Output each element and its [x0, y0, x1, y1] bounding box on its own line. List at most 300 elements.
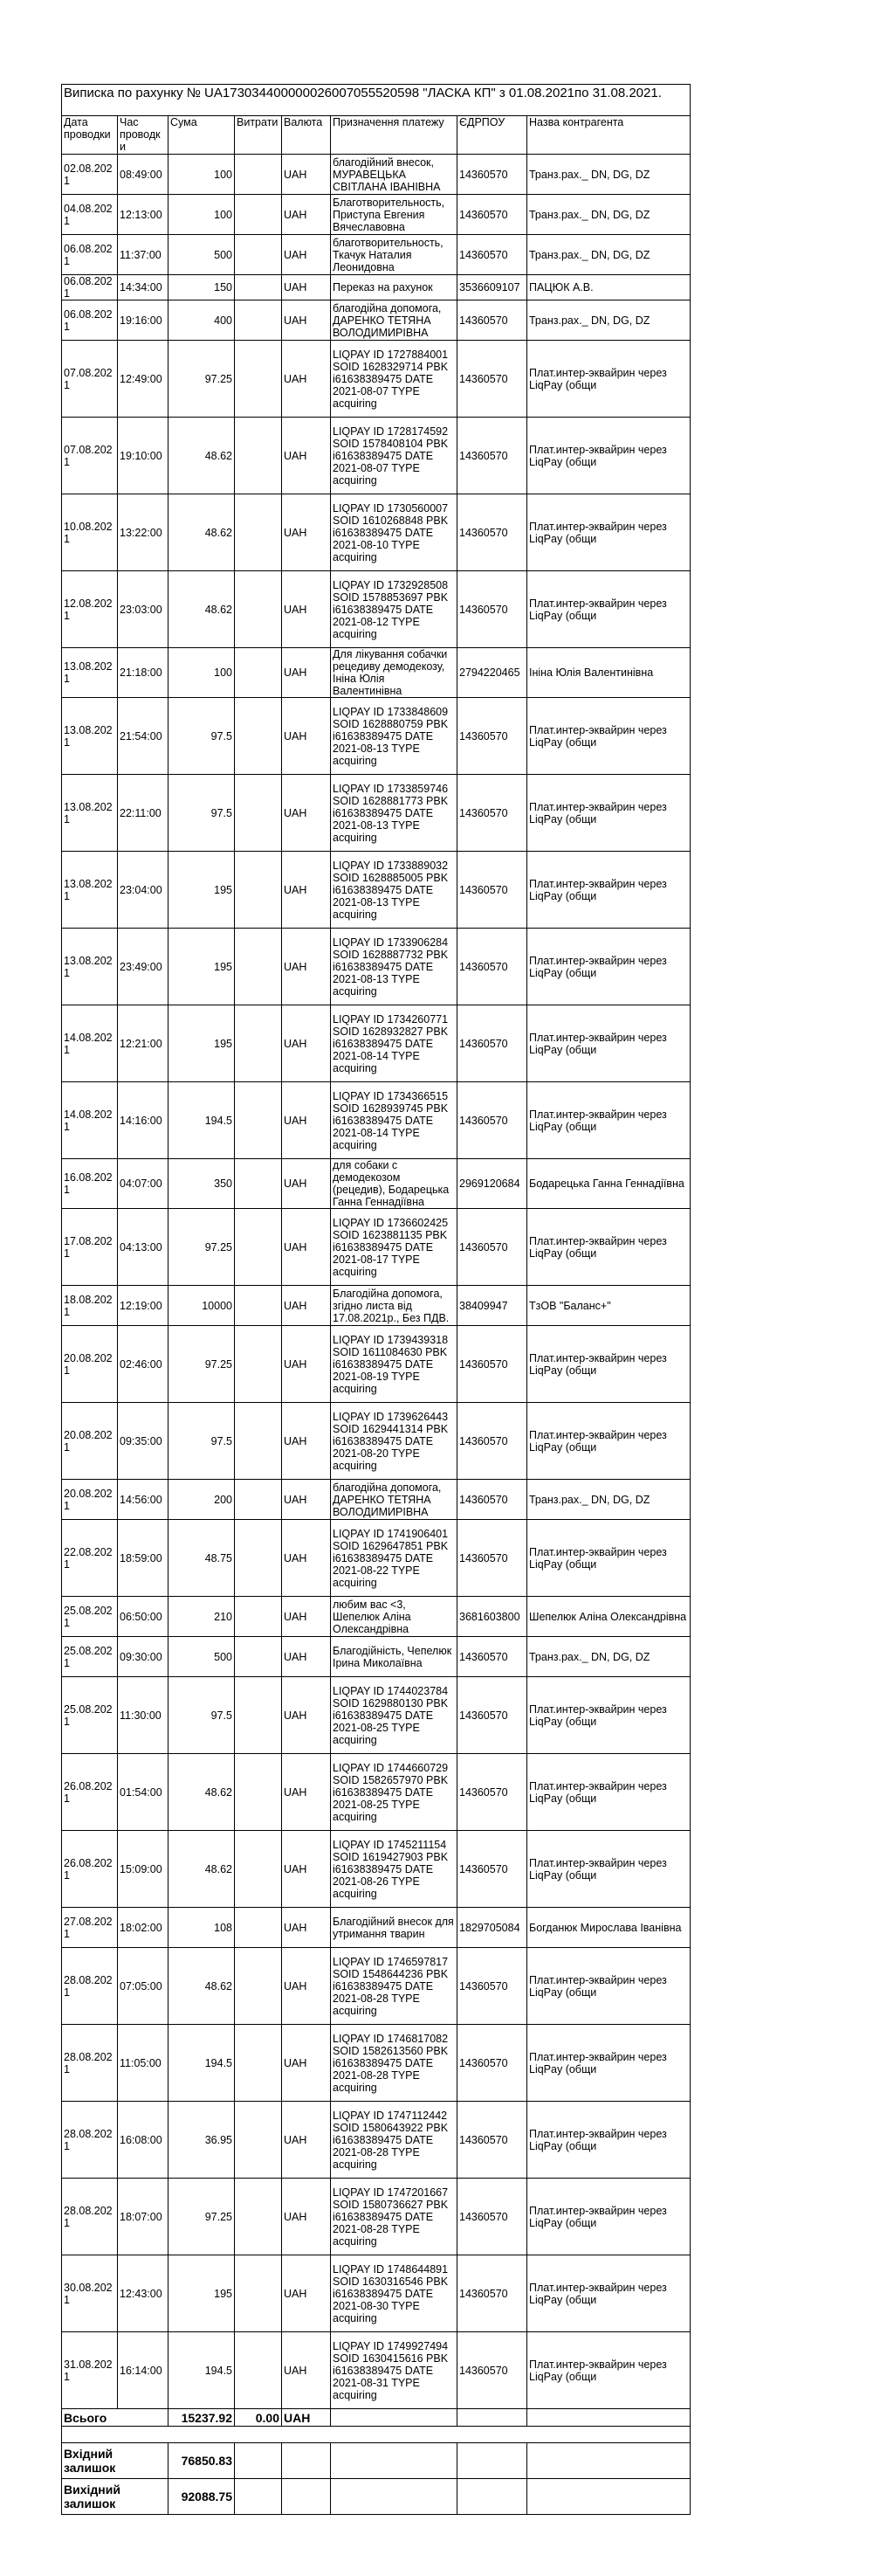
cell-purpose: LIQPAY ID 1744023784 SOID 1629880130 PBK i61638389475 DATE 2021-08-25 TYPE acquiring — [331, 1677, 457, 1754]
cell-purpose: LIQPAY ID 1732928508 SOID 1578853697 PBK i61638389475 DATE 2021-08-12 TYPE acquiring — [331, 571, 457, 648]
cell-currency: UAH — [282, 1082, 331, 1159]
cell-purpose: LIQPAY ID 1733889032 SOID 1628885005 PBK i61638389475 DATE 2021-08-13 TYPE acquiring — [331, 852, 457, 929]
table-row — [62, 235, 691, 275]
cell-expenses — [235, 1597, 282, 1637]
cell-time: 09:30:00 — [118, 1637, 168, 1677]
cell-amount: 48.75 — [168, 1520, 235, 1597]
cell-currency: UAH — [282, 1286, 331, 1326]
table-row — [62, 494, 691, 571]
cell-time: 21:54:00 — [118, 698, 168, 775]
cell-amount: 48.62 — [168, 1754, 235, 1831]
cell-edrpou: 14360570 — [457, 775, 527, 852]
cell-amount: 150 — [168, 275, 235, 300]
cell-expenses — [235, 852, 282, 929]
cell-amount: 36.95 — [168, 2102, 235, 2179]
cell-currency: UAH — [282, 1597, 331, 1637]
cell-time: 15:09:00 — [118, 1831, 168, 1908]
cell-amount: 350 — [168, 1159, 235, 1209]
cell-purpose: LIQPAY ID 1749927494 SOID 1630415616 PBK i61638389475 DATE 2021-08-31 TYPE acquiring — [331, 2332, 457, 2409]
cell-counterparty: Плат.интер-эквайрин через LiqPay (общи — [527, 1082, 691, 1159]
cell-amount: 194.5 — [168, 2332, 235, 2409]
cell-currency: UAH — [282, 648, 331, 698]
cell-amount: 97.25 — [168, 2179, 235, 2255]
cell-purpose: для собаки с демодекозом (рецедив), Бодарецька Ганна Геннадіївна — [331, 1159, 457, 1209]
cell-edrpou: 14360570 — [457, 1005, 527, 1082]
cell-amount: 108 — [168, 1908, 235, 1948]
cell-edrpou: 14360570 — [457, 1754, 527, 1831]
table-row — [62, 775, 691, 852]
cell-currency: UAH — [282, 2255, 331, 2332]
cell-expenses — [235, 275, 282, 300]
cell-purpose: LIQPAY ID 1733906284 SOID 1628887732 PBK i61638389475 DATE 2021-08-13 TYPE acquiring — [331, 929, 457, 1005]
table-row — [62, 2102, 691, 2179]
cell-counterparty: Плат.интер-эквайрин через LiqPay (общи — [527, 2332, 691, 2409]
cell-expenses — [235, 1403, 282, 1480]
header-expenses: Витрати — [235, 116, 282, 155]
cell-edrpou: 14360570 — [457, 2255, 527, 2332]
cell-expenses — [235, 1520, 282, 1597]
cell-expenses — [235, 1209, 282, 1286]
cell-edrpou: 14360570 — [457, 235, 527, 275]
cell-edrpou: 2969120684 — [457, 1159, 527, 1209]
cell-counterparty: Плат.интер-эквайрин через LiqPay (общи — [527, 852, 691, 929]
table-row — [62, 2025, 691, 2102]
cell-purpose: LIQPAY ID 1734260771 SOID 1628932827 PBK i61638389475 DATE 2021-08-14 TYPE acquiring — [331, 1005, 457, 1082]
cell-currency: UAH — [282, 1520, 331, 1597]
table-row — [62, 2255, 691, 2332]
cell-date: 14.08.2021 — [62, 1082, 118, 1159]
cell-counterparty: Плат.интер-эквайрин через LiqPay (общи — [527, 2102, 691, 2179]
cell-purpose: Благодійний внесок для утримання тварин — [331, 1908, 457, 1948]
cell-expenses — [235, 1005, 282, 1082]
table-row — [62, 2179, 691, 2255]
cell-amount: 195 — [168, 2255, 235, 2332]
cell-edrpou: 1829705084 — [457, 1908, 527, 1948]
cell-expenses — [235, 1286, 282, 1326]
cell-counterparty: Плат.интер-эквайрин через LiqPay (общи — [527, 2255, 691, 2332]
cell-purpose: LIQPAY ID 1748644891 SOID 1630316546 PBK i61638389475 DATE 2021-08-30 TYPE acquiring — [331, 2255, 457, 2332]
cell-edrpou: 14360570 — [457, 1831, 527, 1908]
cell-purpose: благодійний внесок, МУРАВЕЦЬКА СВІТЛАНА ІВАНІВНА — [331, 155, 457, 195]
cell-time: 23:03:00 — [118, 571, 168, 648]
cell-amount: 48.62 — [168, 1948, 235, 2025]
cell-amount: 10000 — [168, 1286, 235, 1326]
cell-currency: UAH — [282, 2179, 331, 2255]
table-row — [62, 418, 691, 494]
cell-expenses — [235, 2332, 282, 2409]
cell-date: 28.08.2021 — [62, 2179, 118, 2255]
cell-expenses — [235, 2179, 282, 2255]
cell-expenses — [235, 1326, 282, 1403]
cell-currency: UAH — [282, 2102, 331, 2179]
table-row — [62, 1754, 691, 1831]
cell-date: 07.08.2021 — [62, 341, 118, 418]
cell-expenses — [235, 341, 282, 418]
cell-time: 11:30:00 — [118, 1677, 168, 1754]
cell-purpose: LIQPAY ID 1745211154 SOID 1619427903 PBK i61638389475 DATE 2021-08-26 TYPE acquiring — [331, 1831, 457, 1908]
cell-currency: UAH — [282, 275, 331, 300]
total-row — [62, 2409, 691, 2427]
cell-time: 12:49:00 — [118, 341, 168, 418]
cell-purpose: благотворительность, Ткачук Наталия Леонидовна — [331, 235, 457, 275]
cell-date: 27.08.2021 — [62, 1908, 118, 1948]
cell-counterparty: Ініна Юлія Валентинівна — [527, 648, 691, 698]
cell-expenses — [235, 1637, 282, 1677]
table-row — [62, 1948, 691, 2025]
cell-date: 12.08.2021 — [62, 571, 118, 648]
cell-purpose: LIQPAY ID 1746597817 SOID 1548644236 PBK i61638389475 DATE 2021-08-28 TYPE acquiring — [331, 1948, 457, 2025]
table-row — [62, 698, 691, 775]
cell-purpose: LIQPAY ID 1741906401 SOID 1629647851 PBK i61638389475 DATE 2021-08-22 TYPE acquiring — [331, 1520, 457, 1597]
cell-counterparty: Плат.интер-эквайрин через LiqPay (общи — [527, 1005, 691, 1082]
table-row — [62, 1159, 691, 1209]
cell-time: 18:02:00 — [118, 1908, 168, 1948]
cell-counterparty: Плат.интер-эквайрин через LiqPay (общи — [527, 571, 691, 648]
table-row — [62, 275, 691, 300]
cell-amount: 500 — [168, 235, 235, 275]
cell-purpose: LIQPAY ID 1747112442 SOID 1580643922 PBK i61638389475 DATE 2021-08-28 TYPE acquiring — [331, 2102, 457, 2179]
cell-date: 13.08.2021 — [62, 648, 118, 698]
cell-edrpou: 3681603800 — [457, 1597, 527, 1637]
opening-balance-row — [62, 2443, 691, 2479]
cell-time: 06:50:00 — [118, 1597, 168, 1637]
cell-currency: UAH — [282, 852, 331, 929]
cell-date: 10.08.2021 — [62, 494, 118, 571]
cell-amount: 97.5 — [168, 1677, 235, 1754]
cell-currency: UAH — [282, 775, 331, 852]
cell-currency: UAH — [282, 1908, 331, 1948]
cell-date: 17.08.2021 — [62, 1209, 118, 1286]
cell-date: 20.08.2021 — [62, 1480, 118, 1520]
cell-counterparty: Плат.интер-эквайрин через LiqPay (общи — [527, 1677, 691, 1754]
cell-counterparty: Транз.рах._ DN, DG, DZ — [527, 1637, 691, 1677]
cell-time: 01:54:00 — [118, 1754, 168, 1831]
cell-counterparty: Плат.интер-эквайрин через LiqPay (общи — [527, 1520, 691, 1597]
cell-currency: UAH — [282, 571, 331, 648]
table-row — [62, 1326, 691, 1403]
cell-time: 14:56:00 — [118, 1480, 168, 1520]
cell-date: 25.08.2021 — [62, 1597, 118, 1637]
cell-amount: 210 — [168, 1597, 235, 1637]
cell-currency: UAH — [282, 1209, 331, 1286]
cell-amount: 100 — [168, 155, 235, 195]
table-row — [62, 1520, 691, 1597]
table-row — [62, 1286, 691, 1326]
cell-purpose: LIQPAY ID 1746817082 SOID 1582613560 PBK i61638389475 DATE 2021-08-28 TYPE acquiring — [331, 2025, 457, 2102]
cell-time: 08:49:00 — [118, 155, 168, 195]
table-row — [62, 1209, 691, 1286]
cell-expenses — [235, 494, 282, 571]
cell-amount: 48.62 — [168, 418, 235, 494]
cell-currency: UAH — [282, 1326, 331, 1403]
table-row — [62, 1677, 691, 1754]
table-row — [62, 929, 691, 1005]
cell-expenses — [235, 648, 282, 698]
cell-amount: 97.25 — [168, 341, 235, 418]
cell-expenses — [235, 1677, 282, 1754]
cell-date: 28.08.2021 — [62, 1948, 118, 2025]
cell-counterparty: Бодарецька Ганна Геннадіївна — [527, 1159, 691, 1209]
opening-balance-amount: 76850.83 — [168, 2443, 235, 2479]
cell-edrpou: 14360570 — [457, 571, 527, 648]
cell-date: 25.08.2021 — [62, 1637, 118, 1677]
cell-time: 11:37:00 — [118, 235, 168, 275]
cell-counterparty: Транз.рах._ DN, DG, DZ — [527, 195, 691, 235]
cell-date: 20.08.2021 — [62, 1326, 118, 1403]
cell-edrpou: 14360570 — [457, 494, 527, 571]
cell-edrpou: 38409947 — [457, 1286, 527, 1326]
header-time: Час проводки — [118, 116, 168, 155]
cell-counterparty: Плат.интер-эквайрин через LiqPay (общи — [527, 1326, 691, 1403]
cell-purpose: LIQPAY ID 1739626443 SOID 1629441314 PBK i61638389475 DATE 2021-08-20 TYPE acquiring — [331, 1403, 457, 1480]
cell-edrpou: 14360570 — [457, 418, 527, 494]
cell-purpose: LIQPAY ID 1744660729 SOID 1582657970 PBK i61638389475 DATE 2021-08-25 TYPE acquiring — [331, 1754, 457, 1831]
header-row — [62, 116, 691, 155]
cell-date: 18.08.2021 — [62, 1286, 118, 1326]
cell-currency: UAH — [282, 195, 331, 235]
cell-purpose: LIQPAY ID 1747201667 SOID 1580736627 PBK i61638389475 DATE 2021-08-28 TYPE acquiring — [331, 2179, 457, 2255]
cell-purpose: Переказ на рахунок — [331, 275, 457, 300]
header-date: Дата проводки — [62, 116, 118, 155]
cell-expenses — [235, 2255, 282, 2332]
total-amount: 15237.92 — [168, 2409, 235, 2427]
cell-amount: 200 — [168, 1480, 235, 1520]
cell-time: 18:59:00 — [118, 1520, 168, 1597]
table-row — [62, 648, 691, 698]
cell-currency: UAH — [282, 1637, 331, 1677]
cell-expenses — [235, 1159, 282, 1209]
cell-edrpou: 14360570 — [457, 698, 527, 775]
cell-currency: UAH — [282, 2025, 331, 2102]
cell-expenses — [235, 1908, 282, 1948]
cell-edrpou: 14360570 — [457, 1520, 527, 1597]
cell-date: 02.08.2021 — [62, 155, 118, 195]
cell-amount: 48.62 — [168, 494, 235, 571]
cell-expenses — [235, 1480, 282, 1520]
cell-date: 13.08.2021 — [62, 852, 118, 929]
cell-currency: UAH — [282, 2332, 331, 2409]
cell-expenses — [235, 1754, 282, 1831]
cell-time: 23:49:00 — [118, 929, 168, 1005]
cell-date: 06.08.2021 — [62, 300, 118, 341]
cell-amount: 195 — [168, 852, 235, 929]
cell-amount: 48.62 — [168, 1831, 235, 1908]
cell-currency: UAH — [282, 1831, 331, 1908]
cell-purpose: LIQPAY ID 1727884001 SOID 1628329714 PBK i61638389475 DATE 2021-08-07 TYPE acquiring — [331, 341, 457, 418]
cell-amount: 97.5 — [168, 1403, 235, 1480]
cell-time: 11:05:00 — [118, 2025, 168, 2102]
cell-edrpou: 14360570 — [457, 2179, 527, 2255]
header-currency: Валюта — [282, 116, 331, 155]
header-purpose: Призначення платежу — [331, 116, 457, 155]
cell-time: 16:14:00 — [118, 2332, 168, 2409]
cell-time: 12:19:00 — [118, 1286, 168, 1326]
cell-edrpou: 14360570 — [457, 1637, 527, 1677]
cell-edrpou: 14360570 — [457, 1480, 527, 1520]
cell-time: 04:13:00 — [118, 1209, 168, 1286]
cell-amount: 100 — [168, 648, 235, 698]
table-row — [62, 1082, 691, 1159]
cell-expenses — [235, 2025, 282, 2102]
cell-counterparty: Плат.интер-эквайрин через LiqPay (общи — [527, 341, 691, 418]
cell-purpose: LIQPAY ID 1739439318 SOID 1611084630 PBK i61638389475 DATE 2021-08-19 TYPE acquiring — [331, 1326, 457, 1403]
cell-date: 31.08.2021 — [62, 2332, 118, 2409]
cell-amount: 97.5 — [168, 775, 235, 852]
cell-time: 12:43:00 — [118, 2255, 168, 2332]
header-edrpou: ЄДРПОУ — [457, 116, 527, 155]
cell-amount: 400 — [168, 300, 235, 341]
cell-time: 12:13:00 — [118, 195, 168, 235]
cell-counterparty: Плат.интер-эквайрин через LiqPay (общи — [527, 1754, 691, 1831]
cell-purpose: LIQPAY ID 1733848609 SOID 1628880759 PBK i61638389475 DATE 2021-08-13 TYPE acquiring — [331, 698, 457, 775]
cell-date: 14.08.2021 — [62, 1005, 118, 1082]
cell-time: 21:18:00 — [118, 648, 168, 698]
cell-counterparty: Плат.интер-эквайрин через LiqPay (общи — [527, 2025, 691, 2102]
cell-counterparty: Плат.интер-эквайрин через LiqPay (общи — [527, 775, 691, 852]
cell-expenses — [235, 2102, 282, 2179]
cell-time: 07:05:00 — [118, 1948, 168, 2025]
cell-date: 06.08.2021 — [62, 275, 118, 300]
cell-time: 18:07:00 — [118, 2179, 168, 2255]
cell-currency: UAH — [282, 698, 331, 775]
cell-date: 07.08.2021 — [62, 418, 118, 494]
cell-currency: UAH — [282, 1677, 331, 1754]
table-row — [62, 1908, 691, 1948]
table-row — [62, 155, 691, 195]
cell-edrpou: 14360570 — [457, 195, 527, 235]
cell-currency: UAH — [282, 1480, 331, 1520]
cell-purpose: Благодійна допомога, згідно листа від 17.08.2021р., Без ПДВ. — [331, 1286, 457, 1326]
cell-expenses — [235, 775, 282, 852]
cell-date: 30.08.2021 — [62, 2255, 118, 2332]
cell-time: 14:34:00 — [118, 275, 168, 300]
cell-amount: 100 — [168, 195, 235, 235]
cell-time: 09:35:00 — [118, 1403, 168, 1480]
cell-expenses — [235, 155, 282, 195]
cell-purpose: Благотворительность, Приступа Евгения Вячеславовна — [331, 195, 457, 235]
cell-amount: 195 — [168, 929, 235, 1005]
cell-edrpou: 14360570 — [457, 1677, 527, 1754]
cell-currency: UAH — [282, 1005, 331, 1082]
table-row — [62, 195, 691, 235]
cell-counterparty: Плат.интер-эквайрин через LiqPay (общи — [527, 1403, 691, 1480]
cell-time: 16:08:00 — [118, 2102, 168, 2179]
closing-balance-label: Вихідний залишок — [62, 2479, 168, 2515]
statement-table — [61, 84, 691, 2515]
cell-amount: 194.5 — [168, 2025, 235, 2102]
cell-counterparty: Транз.рах._ DN, DG, DZ — [527, 1480, 691, 1520]
cell-purpose: LIQPAY ID 1734366515 SOID 1628939745 PBK i61638389475 DATE 2021-08-14 TYPE acquiring — [331, 1082, 457, 1159]
cell-time: 23:04:00 — [118, 852, 168, 929]
cell-time: 19:10:00 — [118, 418, 168, 494]
spacer-row — [62, 2427, 691, 2443]
cell-counterparty: ТзОВ "Баланс+" — [527, 1286, 691, 1326]
cell-counterparty: Транз.рах._ DN, DG, DZ — [527, 300, 691, 341]
cell-edrpou: 2794220465 — [457, 648, 527, 698]
cell-currency: UAH — [282, 1948, 331, 2025]
cell-currency: UAH — [282, 341, 331, 418]
table-row — [62, 300, 691, 341]
cell-counterparty: Транз.рах._ DN, DG, DZ — [527, 235, 691, 275]
cell-purpose: Для лікування собачки рецедиву демодекозу, Ініна Юлія Валентинівна — [331, 648, 457, 698]
cell-currency: UAH — [282, 1159, 331, 1209]
cell-edrpou: 14360570 — [457, 929, 527, 1005]
cell-edrpou: 14360570 — [457, 2025, 527, 2102]
cell-time: 13:22:00 — [118, 494, 168, 571]
cell-date: 04.08.2021 — [62, 195, 118, 235]
cell-purpose: LIQPAY ID 1728174592 SOID 1578408104 PBK i61638389475 DATE 2021-08-07 TYPE acquiring — [331, 418, 457, 494]
cell-time: 14:16:00 — [118, 1082, 168, 1159]
table-row — [62, 1005, 691, 1082]
header-counterparty: Назва контрагента — [527, 116, 691, 155]
cell-expenses — [235, 300, 282, 341]
statement-title: Виписка по рахунку № UA173034400000026007055520598 "ЛАСКА КП" з 01.08.2021по 31.08.2021. — [62, 85, 691, 116]
cell-edrpou: 14360570 — [457, 1082, 527, 1159]
cell-edrpou: 14360570 — [457, 1948, 527, 2025]
cell-counterparty: ПАЦЮК А.В. — [527, 275, 691, 300]
cell-date: 13.08.2021 — [62, 698, 118, 775]
cell-edrpou: 14360570 — [457, 341, 527, 418]
cell-amount: 48.62 — [168, 571, 235, 648]
opening-balance-label: Вхідний залишок — [62, 2443, 168, 2479]
cell-edrpou: 14360570 — [457, 1326, 527, 1403]
cell-date: 13.08.2021 — [62, 775, 118, 852]
cell-expenses — [235, 698, 282, 775]
cell-date: 26.08.2021 — [62, 1754, 118, 1831]
table-row — [62, 571, 691, 648]
cell-expenses — [235, 1082, 282, 1159]
cell-counterparty: Плат.интер-эквайрин через LiqPay (общи — [527, 418, 691, 494]
header-amount: Сума — [168, 116, 235, 155]
cell-purpose: благодійна допомога, ДАРЕНКО ТЕТЯНА ВОЛОДИМИРІВНА — [331, 300, 457, 341]
cell-counterparty: Плат.интер-эквайрин через LiqPay (общи — [527, 698, 691, 775]
total-label: Всього — [62, 2409, 168, 2427]
cell-amount: 97.25 — [168, 1326, 235, 1403]
cell-edrpou: 14360570 — [457, 2102, 527, 2179]
table-row — [62, 1831, 691, 1908]
cell-expenses — [235, 1831, 282, 1908]
cell-counterparty: Плат.интер-эквайрин через LiqPay (общи — [527, 929, 691, 1005]
cell-purpose: LIQPAY ID 1736602425 SOID 1623881135 PBK i61638389475 DATE 2021-08-17 TYPE acquiring — [331, 1209, 457, 1286]
cell-expenses — [235, 195, 282, 235]
cell-date: 16.08.2021 — [62, 1159, 118, 1209]
cell-currency: UAH — [282, 155, 331, 195]
cell-date: 06.08.2021 — [62, 235, 118, 275]
cell-currency: UAH — [282, 1754, 331, 1831]
cell-time: 22:11:00 — [118, 775, 168, 852]
cell-counterparty: Шепелюк Аліна Олександрівна — [527, 1597, 691, 1637]
cell-date: 22.08.2021 — [62, 1520, 118, 1597]
cell-purpose: LIQPAY ID 1733859746 SOID 1628881773 PBK i61638389475 DATE 2021-08-13 TYPE acquiring — [331, 775, 457, 852]
cell-currency: UAH — [282, 494, 331, 571]
cell-purpose: LIQPAY ID 1730560007 SOID 1610268848 PBK i61638389475 DATE 2021-08-10 TYPE acquiring — [331, 494, 457, 571]
cell-time: 19:16:00 — [118, 300, 168, 341]
cell-edrpou: 14360570 — [457, 2332, 527, 2409]
cell-expenses — [235, 1948, 282, 2025]
table-row — [62, 1637, 691, 1677]
cell-purpose: благодійна допомога, ДАРЕНКО ТЕТЯНА ВОЛОДИМИРІВНА — [331, 1480, 457, 1520]
table-row — [62, 852, 691, 929]
cell-counterparty: Богданюк Мирослава Іванівна — [527, 1908, 691, 1948]
cell-time: 12:21:00 — [118, 1005, 168, 1082]
cell-edrpou: 14360570 — [457, 300, 527, 341]
cell-date: 20.08.2021 — [62, 1403, 118, 1480]
cell-amount: 97.25 — [168, 1209, 235, 1286]
cell-time: 02:46:00 — [118, 1326, 168, 1403]
cell-currency: UAH — [282, 1403, 331, 1480]
cell-purpose: любим вас <3, Шепелюк Аліна Олександрівна — [331, 1597, 457, 1637]
cell-edrpou: 3536609107 — [457, 275, 527, 300]
